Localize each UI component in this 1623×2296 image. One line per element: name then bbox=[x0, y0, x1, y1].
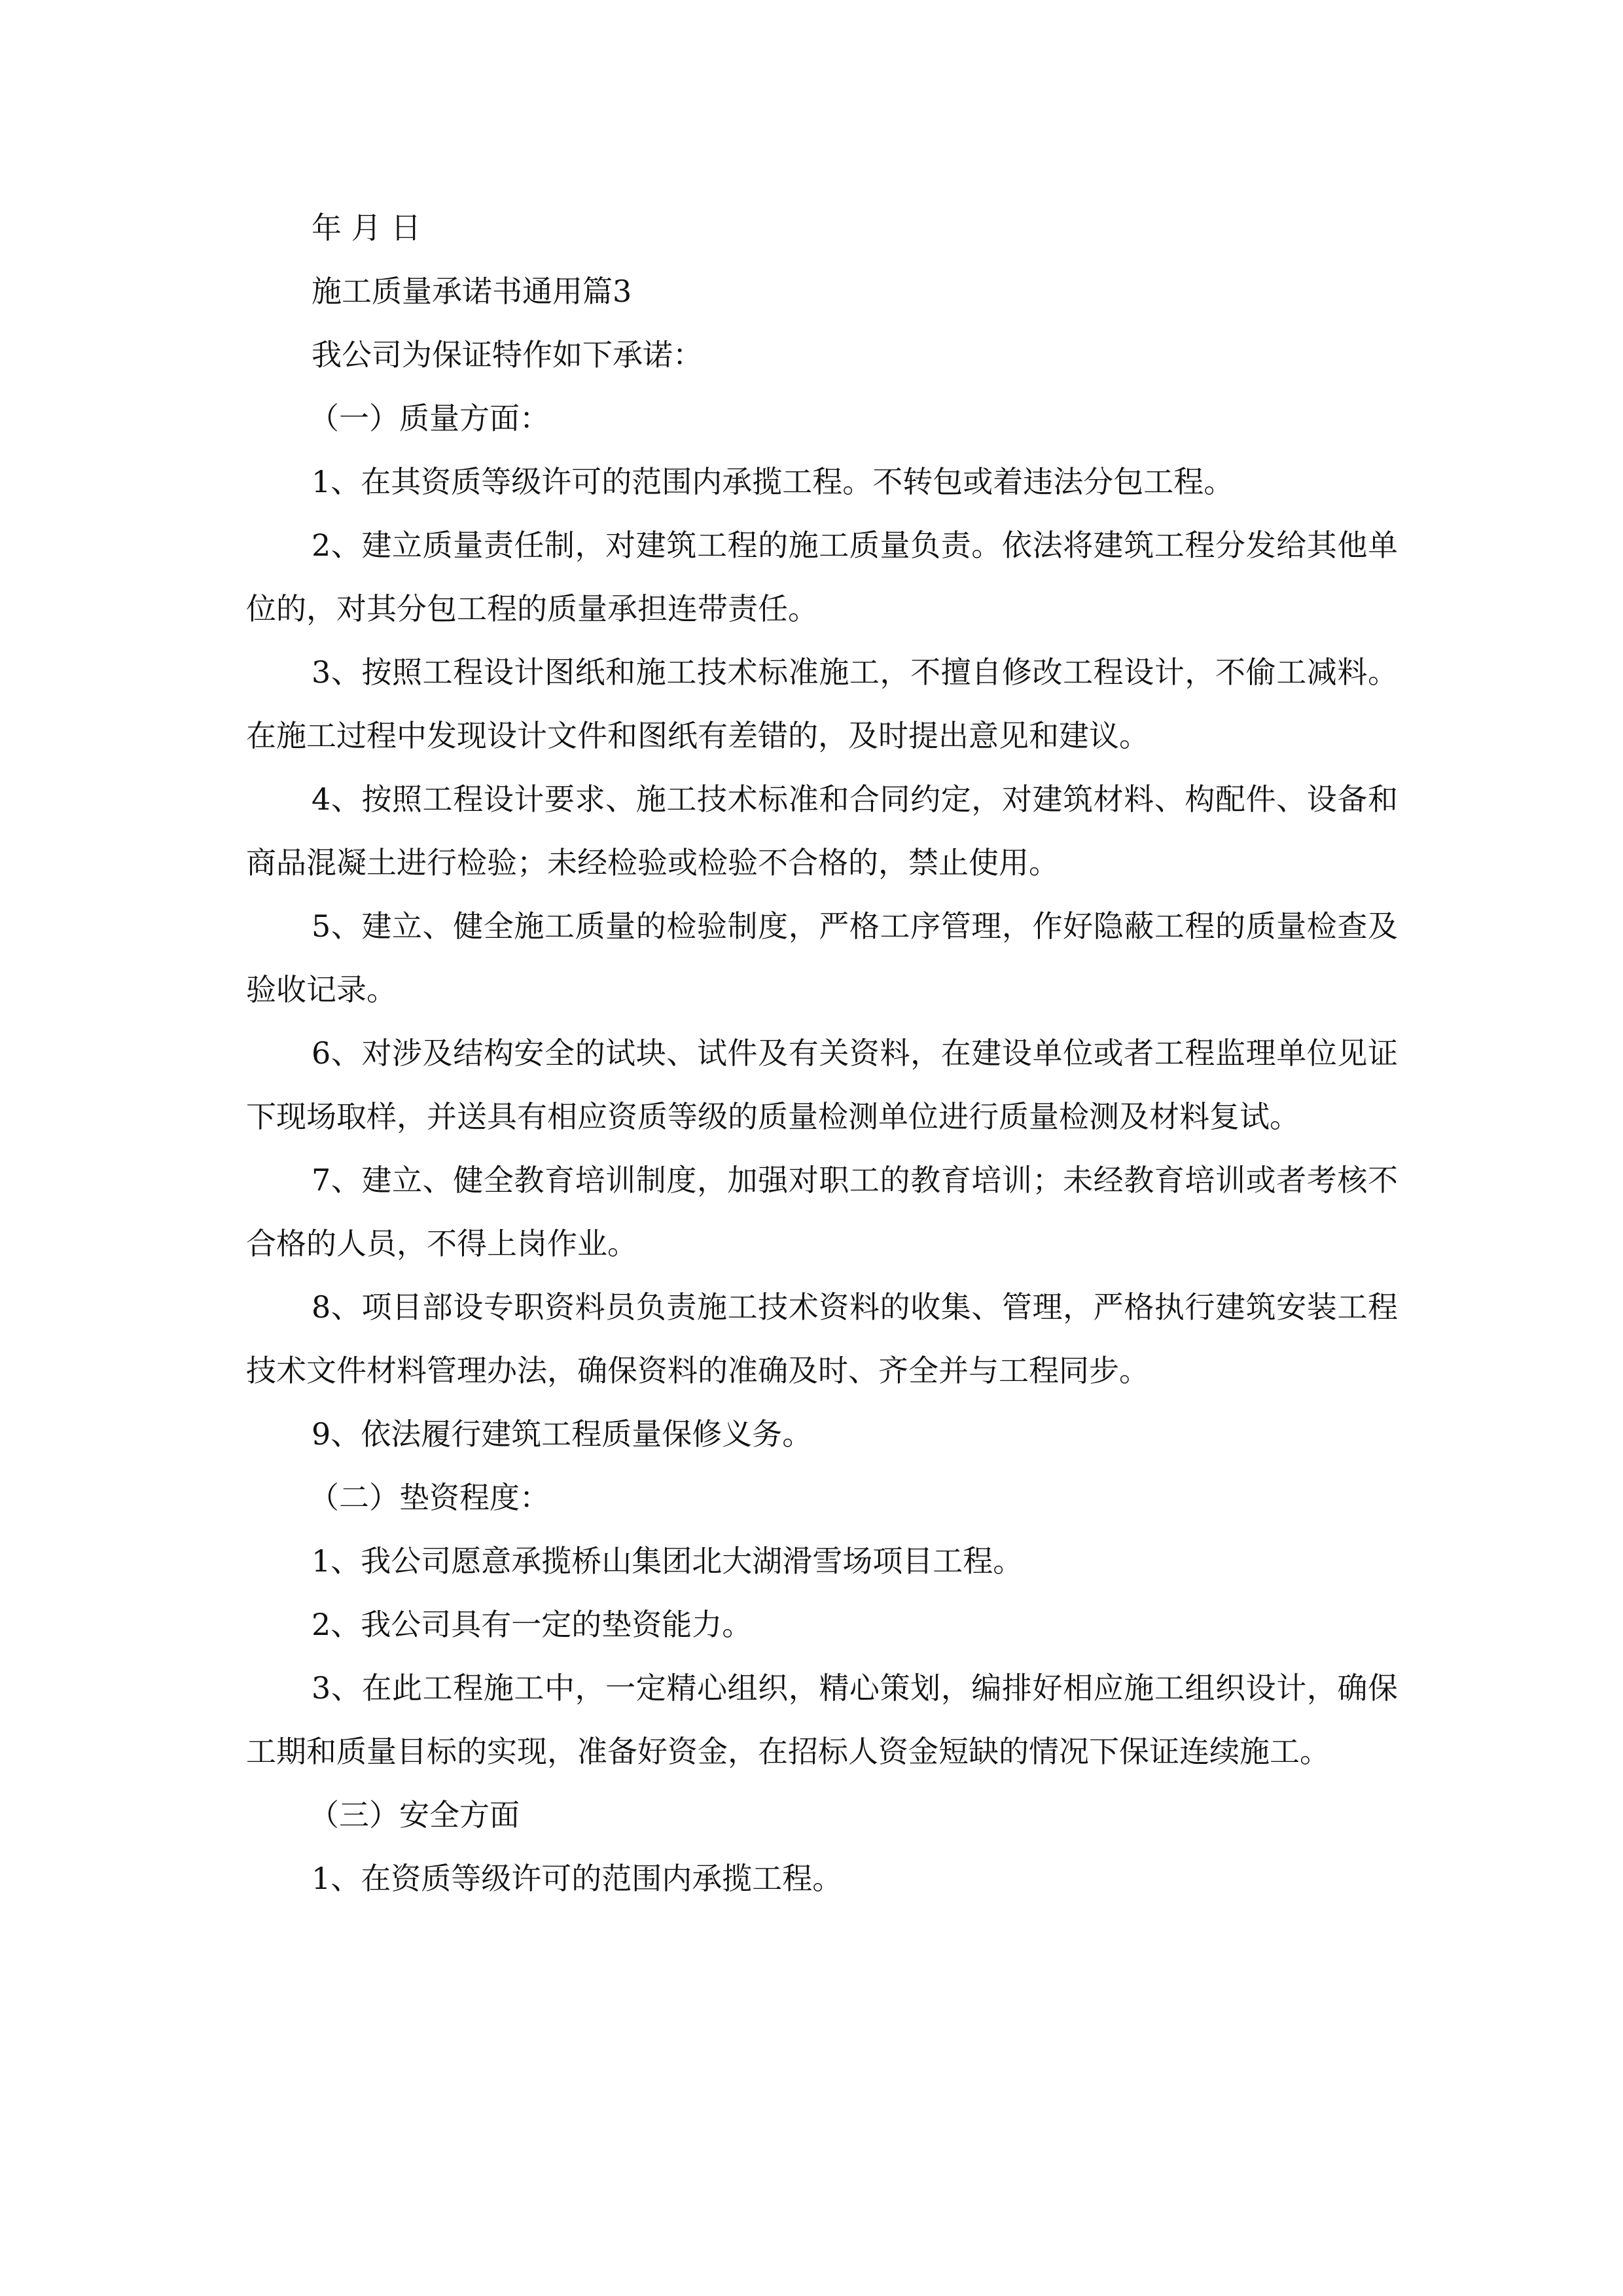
quality-item-5: 5、建立、健全施工质量的检验制度，严格工序管理，作好隐蔽工程的质量检查及验收记录。 bbox=[246, 908, 1398, 1007]
heading-funding: （二）垫资程度： bbox=[309, 1480, 550, 1515]
funding-item-1: 1、我公司愿意承揽桥山集团北大湖滑雪场项目工程。 bbox=[312, 1543, 1024, 1579]
intro-paragraph: 我公司为保证特作如下承诺： bbox=[312, 337, 703, 372]
heading-safety: （三）安全方面 bbox=[309, 1797, 520, 1833]
quality-item-3: 3、按照工程设计图纸和施工技术标准施工，不擅自修改工程设计，不偷工减料。在施工过程中发现设计文件和图纸有差错的，及时提出意见和建议。 bbox=[246, 655, 1398, 753]
quality-item-1: 1、在其资质等级许可的范围内承揽工程。不转包或着违法分包工程。 bbox=[312, 464, 1234, 499]
quality-item-7: 7、建立、健全教育培训制度，加强对职工的教育培训；未经教育培训或者考核不合格的人员，不得上岗作业。 bbox=[246, 1162, 1398, 1261]
quality-item-4: 4、按照工程设计要求、施工技术标准和合同约定，对建筑材料、构配件、设备和商品混凝土进行检验；未经检验或检验不合格的，禁止使用。 bbox=[246, 781, 1398, 880]
quality-item-9: 9、依法履行建筑工程质量保修义务。 bbox=[312, 1416, 813, 1452]
quality-item-2: 2、建立质量责任制，对建筑工程的施工质量负责。依法将建筑工程分发给其他单位的，对其分包工程的质量承担连带责任。 bbox=[246, 528, 1398, 626]
date-line: 年 月 日 bbox=[312, 210, 421, 245]
funding-item-3: 3、在此工程施工中，一定精心组织，精心策划，编排好相应施工组织设计，确保工期和质量目标的实现，准备好资金，在招标人资金短缺的情况下保证连续施工。 bbox=[246, 1670, 1398, 1769]
heading-quality: （一）质量方面： bbox=[309, 401, 550, 436]
safety-item-1: 1、在资质等级许可的范围内承揽工程。 bbox=[312, 1861, 843, 1896]
funding-item-2: 2、我公司具有一定的垫资能力。 bbox=[312, 1607, 753, 1642]
quality-item-8: 8、项目部设专职资料员负责施工技术资料的收集、管理，严格执行建筑安装工程技术文件材料管理办法，确保资料的准确及时、齐全并与工程同步。 bbox=[246, 1289, 1398, 1388]
section-title: 施工质量承诺书通用篇3 bbox=[312, 274, 632, 309]
quality-item-6: 6、对涉及结构安全的试块、试件及有关资料，在建设单位或者工程监理单位见证下现场取样，并送具有相应资质等级的质量检测单位进行质量检测及材料复试。 bbox=[246, 1035, 1398, 1134]
document-body bbox=[246, 196, 1398, 1910]
